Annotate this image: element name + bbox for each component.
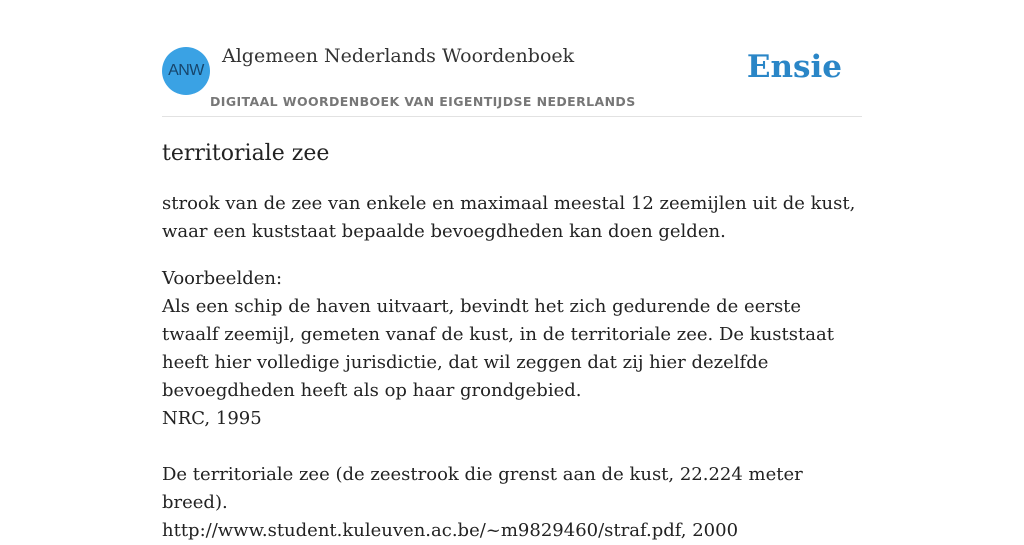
entry-content xyxy=(162,138,862,545)
examples-section xyxy=(162,265,862,545)
site-title[interactable]: Algemeen Nederlands Woordenboek xyxy=(222,45,575,67)
site-header xyxy=(162,0,862,117)
anw-logo[interactable]: ANW xyxy=(162,47,210,95)
ensie-brand-logo[interactable]: Ensie xyxy=(746,49,842,85)
entry-term: territoriale zee xyxy=(162,141,330,166)
example-source: http://www.student.kuleuven.ac.be/~m9829460/straf.pdf, 2000 xyxy=(162,520,739,541)
entry-definition: strook van de zee van enkele en maximaal meestal 12 zeemijlen uit de kust, waar een kuststaat bepaalde bevoegdheden kan doen gelden. xyxy=(162,193,856,242)
example-text: De territoriale zee (de zeestrook die grenst aan de kust, 22.224 meter breed). xyxy=(162,464,803,513)
site-subtitle: DIGITAAL WOORDENBOEK VAN EIGENTIJDSE NEDERLANDS xyxy=(210,94,636,109)
example-text: Als een schip de haven uitvaart, bevindt het zich gedurende de eerste twaalf zeemijl, gemeten vanaf de kust, in de territoriale zee. De kuststaat heeft hier volledige jurisdictie, dat wil zeggen dat zij hier dezelfde bevoegdheden heeft als op haar grondgebied. xyxy=(162,296,834,401)
examples-label: Voorbeelden: xyxy=(162,268,283,289)
example-spacer xyxy=(162,433,862,461)
example-source: NRC, 1995 xyxy=(162,408,262,429)
